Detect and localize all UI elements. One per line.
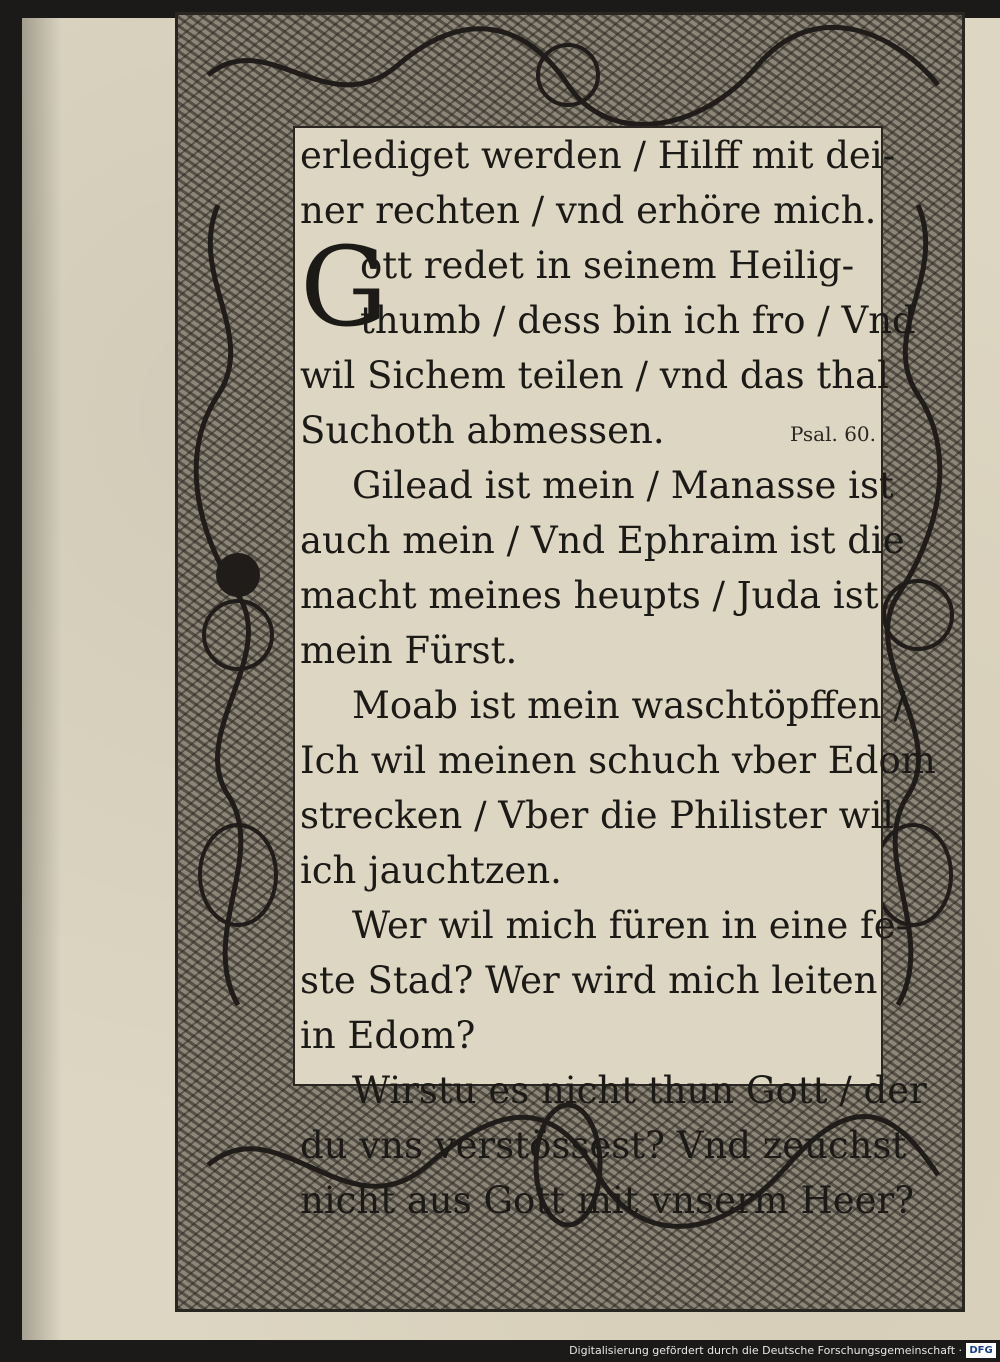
text-line-content: Suchoth abmessen. (300, 409, 665, 452)
text-line: erlediget werden / Hilff mit dei- (300, 134, 896, 177)
text-line: Moab ist mein waschtöpffen / (352, 684, 906, 727)
text-line: Wer wil mich füren in eine fe- (352, 904, 909, 947)
text-line: wil Sichem teilen / vnd das thal (300, 354, 889, 397)
text-line: macht meines heupts / Juda ist (300, 574, 879, 617)
text-line: in Edom? (300, 1014, 476, 1057)
digitization-footer (0, 1340, 1000, 1362)
decorated-initial: G (300, 223, 388, 351)
text-line: mein Fürst. (300, 629, 518, 672)
text-line: ich jauchtzen. (300, 849, 562, 892)
text-line: ott redet in seinem Heilig- (360, 244, 855, 287)
funding-credit: Digitalisierung gefördert durch die Deutsche Forschungsgemeinschaft · (569, 1344, 962, 1357)
page-gutter-shadow (22, 18, 62, 1340)
text-line: du vns verstössest? Vnd zeuchst (300, 1124, 907, 1167)
text-line: nicht aus Gott mit vnserm Heer? (300, 1179, 915, 1222)
text-line: ste Stad? Wer wird mich leiten (300, 959, 878, 1002)
text-line: Gilead ist mein / Manasse ist (352, 464, 894, 507)
text-line: Ich wil meinen schuch vber Edom (300, 739, 936, 782)
text-line: ner rechten / vnd erhöre mich. (300, 189, 877, 232)
text-line: thumb / dess bin ich fro / Vnd (360, 299, 916, 342)
text-line: auch mein / Vnd Ephraim ist die (300, 519, 905, 562)
marginal-note: Psal. 60. (789, 422, 876, 446)
text-line: Wirstu es nicht thun Gott / der (352, 1069, 927, 1112)
dfg-logo: DFG (966, 1343, 996, 1358)
text-line: strecken / Vber die Philister wil (300, 794, 894, 837)
verse-text (300, 128, 936, 1228)
text-line (300, 403, 880, 458)
